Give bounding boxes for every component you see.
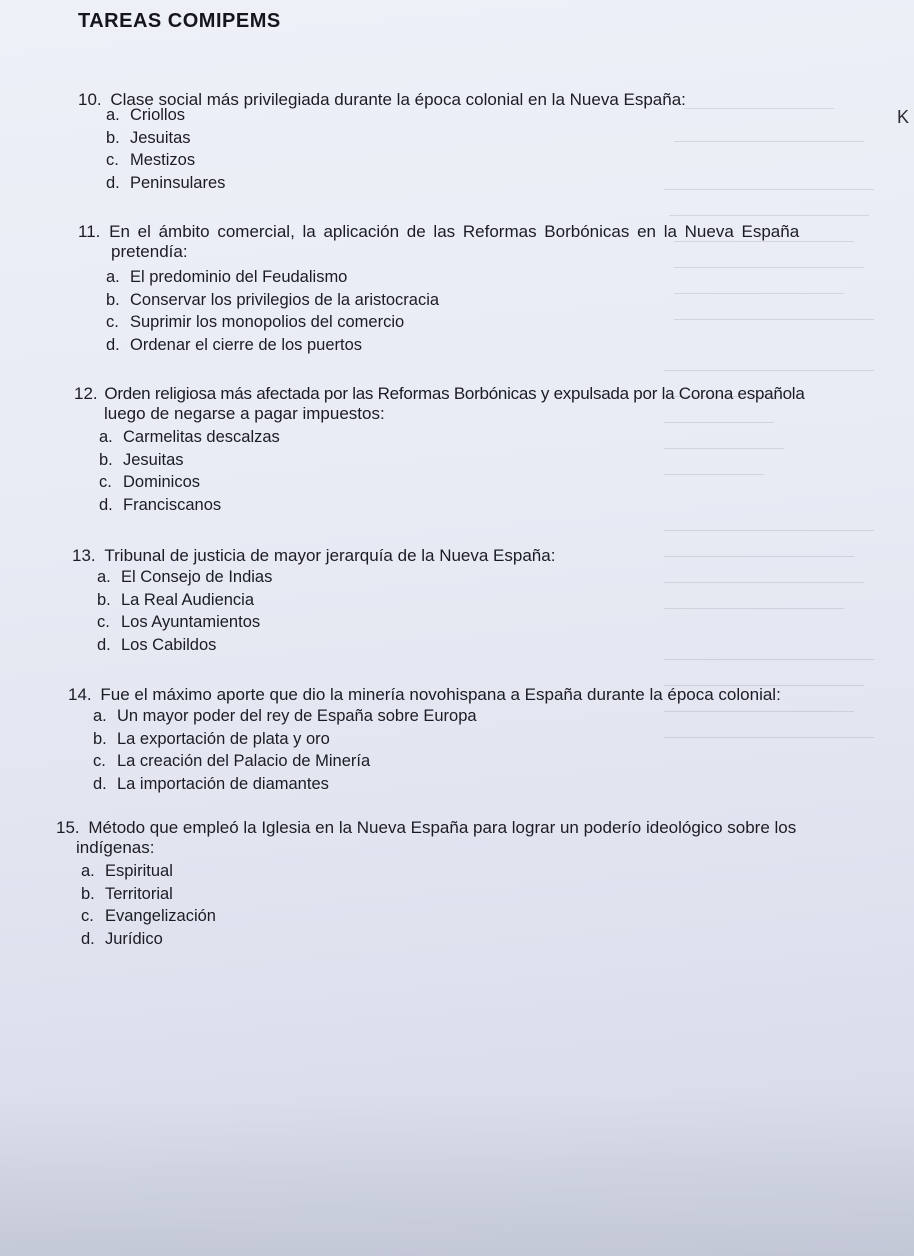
question-text-line1: Método que empleó la Iglesia en la Nueva España para lograr un poderío ideológico sobre los: [88, 818, 797, 837]
option-c[interactable]: c. La creación del Palacio de Minería: [93, 752, 371, 770]
option-b[interactable]: b. Jesuitas: [106, 128, 191, 147]
question-15: [56, 818, 796, 950]
option-c[interactable]: c. Dominicos: [99, 473, 201, 491]
question-text: Fue el máximo aporte que dio la minería novohispana a España durante la época colonial:: [100, 685, 781, 704]
option-c[interactable]: c. Evangelización: [81, 907, 216, 925]
option-d[interactable]: d. Peninsulares: [106, 173, 226, 192]
question-text-line1: Orden religiosa más afectada por las Reformas Borbónicas y expulsada por la Corona española: [104, 384, 805, 403]
option-d[interactable]: d. Jurídico: [81, 929, 163, 948]
option-list: [106, 104, 686, 194]
option-list: [81, 860, 796, 950]
option-list: [106, 266, 799, 356]
question-number: 13.: [72, 546, 96, 565]
option-a[interactable]: a. Un mayor poder del rey de España sobre Europa: [93, 707, 477, 725]
question-stem: [78, 222, 799, 242]
option-b[interactable]: b. Jesuitas: [99, 450, 184, 469]
option-b[interactable]: b. Conservar los privilegios de la aristocracia: [106, 290, 440, 309]
option-b[interactable]: b. La Real Audiencia: [97, 590, 255, 609]
question-number: 10.: [78, 90, 102, 109]
question-stem: [72, 546, 555, 566]
option-d[interactable]: d. La importación de diamantes: [93, 774, 329, 793]
question-stem: [74, 384, 805, 404]
question-number: 14.: [68, 685, 92, 704]
question-stem: [56, 818, 796, 838]
option-list: [97, 566, 555, 656]
option-c[interactable]: c. Mestizos: [106, 151, 196, 169]
option-a[interactable]: a. Criollos: [106, 106, 186, 124]
option-list: [93, 705, 781, 795]
page-title: TAREAS COMIPEMS: [78, 10, 281, 32]
option-a[interactable]: a. El Consejo de Indias: [97, 568, 273, 586]
question-text-line2: indígenas:: [76, 838, 155, 857]
option-b[interactable]: b. La exportación de plata y oro: [93, 729, 330, 748]
question-12: [74, 384, 805, 516]
option-c[interactable]: c. Los Ayuntamientos: [97, 613, 261, 631]
question-11: [78, 222, 799, 356]
page-shadow: [0, 1096, 914, 1256]
option-a[interactable]: a. Carmelitas descalzas: [99, 428, 280, 446]
question-text-line2: pretendía:: [111, 242, 188, 261]
question-10: [78, 90, 686, 194]
question-14: [68, 685, 781, 795]
option-c[interactable]: c. Suprimir los monopolios del comercio: [106, 313, 405, 331]
question-text: Tribunal de justicia de mayor jerarquía de la Nueva España:: [104, 546, 556, 565]
question-13: [72, 546, 555, 656]
option-a[interactable]: a. Espiritual: [81, 862, 173, 880]
question-number: 11.: [78, 222, 101, 241]
option-b[interactable]: b. Territorial: [81, 884, 173, 903]
question-stem: [68, 685, 781, 705]
option-d[interactable]: d. Franciscanos: [99, 495, 222, 514]
option-list: [99, 426, 805, 516]
question-number: 12.: [74, 384, 98, 403]
question-text-line2: luego de negarse a pagar impuestos:: [104, 404, 385, 423]
option-a[interactable]: a. El predominio del Feudalismo: [106, 268, 348, 286]
question-text: Clase social más privilegiada durante la época colonial en la Nueva España:: [110, 90, 686, 109]
question-text-line1: En el ámbito comercial, la aplicación de las Reformas Borbónicas en la Nueva España: [109, 222, 800, 241]
question-number: 15.: [56, 818, 80, 837]
option-d[interactable]: d. Los Cabildos: [97, 635, 217, 654]
option-d[interactable]: d. Ordenar el cierre de los puertos: [106, 335, 363, 354]
corner-mark: K: [897, 107, 910, 127]
